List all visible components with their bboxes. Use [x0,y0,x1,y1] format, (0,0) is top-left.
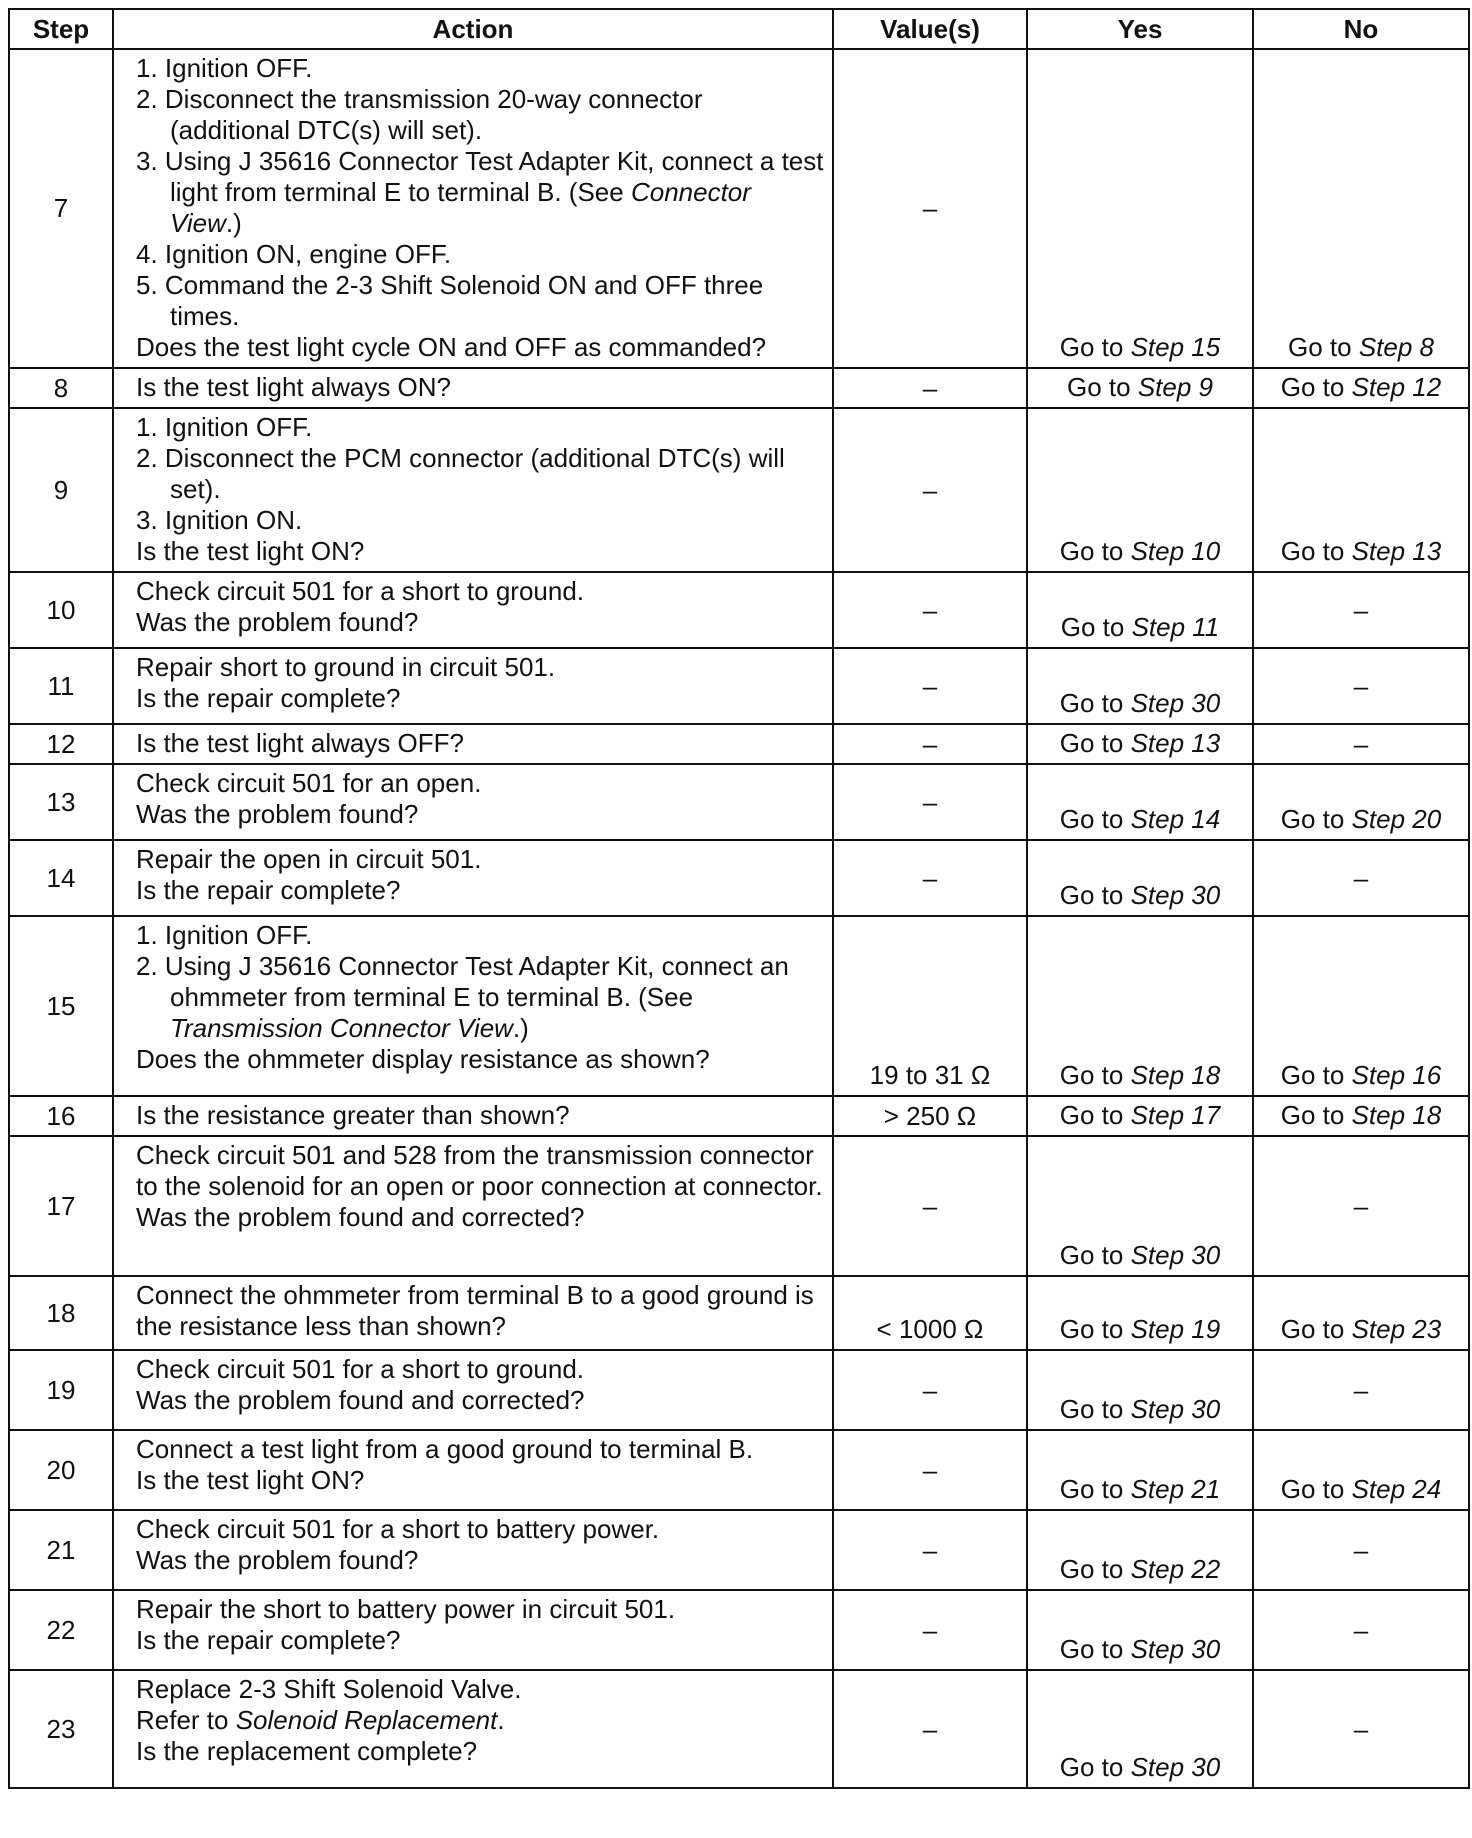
step-number: 10 [9,572,113,648]
value-cell: – [833,408,1027,572]
action-line [136,1674,824,1705]
yes-cell [1027,1096,1253,1136]
table-row [9,1096,1469,1136]
goto-text: Go to [1059,804,1131,834]
no-cell [1253,49,1469,368]
action-cell [113,408,833,572]
no-cell: – [1253,1350,1469,1430]
yes-cell [1027,1350,1253,1430]
action-text: Connect a test light from a good ground to terminal B. [136,1434,754,1464]
table-row [9,724,1469,764]
step-reference: Step 30 [1130,1240,1221,1270]
value-cell: – [833,368,1027,408]
value-cell: – [833,1670,1027,1788]
action-text: Is the resistance greater than shown? [136,1100,570,1130]
no-cell: – [1253,840,1469,916]
action-line [136,799,824,830]
goto-text: Go to [1280,804,1352,834]
value-cell: – [833,1136,1027,1276]
table-row [9,916,1469,1096]
action-cell [113,1276,833,1350]
step-reference: Step 13 [1130,728,1221,758]
yes-cell [1027,1590,1253,1670]
yes-cell [1027,1276,1253,1350]
step-reference: Step 22 [1130,1554,1221,1584]
action-cell [113,916,833,1096]
action-text: Replace 2-3 Shift Solenoid Valve. [136,1674,522,1704]
action-text: Repair short to ground in circuit 501. [136,652,556,682]
step-reference: Step 30 [1130,880,1221,910]
step-reference: Step 30 [1130,1394,1221,1424]
action-text: .) [512,1013,529,1043]
step-reference: Step 12 [1351,372,1442,402]
action-line [136,728,824,759]
goto-text: Go to [1059,536,1131,566]
step-reference: Step 8 [1358,332,1434,362]
action-line [136,1705,824,1736]
action-text: 3. Using J 35616 Connector Test Adapter Kit, connect a test light from terminal E to terminal B. (See [136,146,824,207]
yes-cell [1027,1670,1253,1788]
action-line [136,652,824,683]
action-line [136,1044,824,1075]
diagnostic-table [8,8,1470,1789]
step-reference: Step 30 [1130,688,1221,718]
action-line [136,576,824,607]
action-text: Is the repair complete? [136,1625,401,1655]
action-text: 3. Ignition ON. [136,505,303,535]
goto-text: Go to [1059,880,1131,910]
action-text: Check circuit 501 for a short to ground. [136,576,585,606]
table-row [9,1510,1469,1590]
no-cell: – [1253,1590,1469,1670]
action-reference-text: Transmission Connector View [170,1013,513,1043]
goto-text: Go to [1280,372,1352,402]
step-reference: Step 18 [1130,1060,1221,1090]
action-numbered-step [136,270,824,332]
table-row [9,49,1469,368]
action-text: Was the problem found? [136,607,419,637]
goto-text: Go to [1059,1752,1131,1782]
step-number: 8 [9,368,113,408]
action-text: Is the replacement complete? [136,1736,478,1766]
action-line [136,1434,824,1465]
value-cell: – [833,724,1027,764]
value-cell: – [833,49,1027,368]
action-text: Is the test light always OFF? [136,728,465,758]
action-text: .) [225,208,242,238]
step-reference: Step 17 [1130,1100,1221,1130]
action-text: Repair the open in circuit 501. [136,844,482,874]
step-reference: Step 30 [1130,1752,1221,1782]
goto-text: Go to [1280,1060,1352,1090]
table-row [9,648,1469,724]
goto-text: Go to [1059,332,1131,362]
no-cell: – [1253,1670,1469,1788]
action-line [136,1594,824,1625]
action-text: Is the repair complete? [136,683,401,713]
table-row [9,408,1469,572]
header-values: Value(s) [833,9,1027,49]
action-line [136,844,824,875]
action-text: 4. Ignition ON, engine OFF. [136,239,452,269]
step-reference: Step 19 [1130,1314,1221,1344]
no-cell: – [1253,572,1469,648]
action-line [136,1100,824,1131]
action-numbered-step [136,412,824,443]
no-cell: – [1253,1136,1469,1276]
action-text: Was the problem found and corrected? [136,1202,585,1232]
action-line [136,1736,824,1767]
yes-cell [1027,916,1253,1096]
no-cell [1253,764,1469,840]
goto-text: Go to [1059,1474,1131,1504]
action-reference-text: Solenoid Replacement [235,1705,498,1735]
step-number: 20 [9,1430,113,1510]
table-row [9,1276,1469,1350]
step-number: 21 [9,1510,113,1590]
action-cell [113,648,833,724]
step-number: 22 [9,1590,113,1670]
action-cell [113,1350,833,1430]
action-cell [113,1096,833,1136]
table-row [9,840,1469,916]
action-line [136,536,824,567]
action-text: Was the problem found and corrected? [136,1385,585,1415]
step-reference: Step 30 [1130,1634,1221,1664]
value-cell: – [833,1590,1027,1670]
step-reference: Step 13 [1351,536,1442,566]
action-text: 2. Disconnect the PCM connector (additional DTC(s) will set). [136,443,785,504]
action-line [136,332,824,363]
action-text: 2. Disconnect the transmission 20-way connector (additional DTC(s) will set). [136,84,703,145]
action-text: 5. Command the 2-3 Shift Solenoid ON and OFF three times. [136,270,764,331]
no-cell [1253,368,1469,408]
goto-text: Go to [1288,332,1359,362]
action-text: Does the ohmmeter display resistance as shown? [136,1044,710,1074]
table-row [9,1670,1469,1788]
action-line [136,1280,824,1342]
step-number: 14 [9,840,113,916]
no-cell [1253,1096,1469,1136]
goto-text: Go to [1059,688,1131,718]
step-reference: Step 20 [1351,804,1442,834]
action-line [136,1385,824,1416]
step-reference: Step 21 [1130,1474,1221,1504]
header-yes: Yes [1027,9,1253,49]
value-cell: – [833,1350,1027,1430]
yes-cell [1027,1136,1253,1276]
step-reference: Step 9 [1137,372,1213,402]
action-cell [113,368,833,408]
action-cell [113,1136,833,1276]
action-line [136,1465,824,1496]
goto-text: Go to [1067,372,1138,402]
table-row [9,1590,1469,1670]
no-cell [1253,408,1469,572]
goto-text: Go to [1280,536,1352,566]
no-cell [1253,1430,1469,1510]
action-cell [113,49,833,368]
step-number: 9 [9,408,113,572]
value-cell: – [833,1430,1027,1510]
action-text: Is the test light always ON? [136,372,452,402]
value-cell: – [833,572,1027,648]
goto-text: Go to [1280,1474,1352,1504]
header-no: No [1253,9,1469,49]
action-line [136,1625,824,1656]
goto-text: Go to [1060,612,1132,642]
goto-text: Go to [1059,1314,1131,1344]
value-cell: 19 to 31 Ω [833,916,1027,1096]
action-text: . [497,1705,505,1735]
table-row [9,368,1469,408]
action-cell [113,1430,833,1510]
action-numbered-step [136,920,824,951]
action-line [136,1514,824,1545]
action-text: Refer to [136,1705,236,1735]
header-step: Step [9,9,113,49]
table-body [9,49,1469,1788]
yes-cell [1027,1510,1253,1590]
action-line [136,1354,824,1385]
value-cell: – [833,764,1027,840]
action-numbered-step [136,951,824,1044]
action-cell [113,764,833,840]
action-line [136,768,824,799]
step-reference: Step 10 [1130,536,1221,566]
step-number: 19 [9,1350,113,1430]
action-line [136,875,824,906]
step-number: 11 [9,648,113,724]
goto-text: Go to [1280,1100,1352,1130]
action-numbered-step [136,239,824,270]
goto-text: Go to [1059,1634,1131,1664]
action-cell [113,1590,833,1670]
action-cell [113,840,833,916]
header-action: Action [113,9,833,49]
action-text: 1. Ignition OFF. [136,412,313,442]
step-number: 18 [9,1276,113,1350]
action-numbered-step [136,443,824,505]
goto-text: Go to [1280,1314,1352,1344]
action-cell [113,724,833,764]
table-row [9,1350,1469,1430]
no-cell: – [1253,724,1469,764]
no-cell [1253,916,1469,1096]
action-line [136,607,824,638]
goto-text: Go to [1059,728,1131,758]
action-cell [113,572,833,648]
action-numbered-step [136,84,824,146]
table-row [9,572,1469,648]
table-row [9,1136,1469,1276]
no-cell: – [1253,648,1469,724]
step-reference: Step 15 [1130,332,1221,362]
action-text: Check circuit 501 for an open. [136,768,482,798]
action-line [136,1202,824,1233]
action-text: Is the test light ON? [136,536,365,566]
value-cell: – [833,1510,1027,1590]
table-row [9,764,1469,840]
step-number: 16 [9,1096,113,1136]
yes-cell [1027,764,1253,840]
action-text: Check circuit 501 and 528 from the transmission connector to the solenoid for an open or poor connection at connector. [136,1140,823,1201]
yes-cell [1027,408,1253,572]
no-cell: – [1253,1510,1469,1590]
action-line [136,372,824,403]
action-text: Was the problem found? [136,1545,419,1575]
yes-cell [1027,840,1253,916]
yes-cell [1027,648,1253,724]
action-text: Does the test light cycle ON and OFF as commanded? [136,332,767,362]
diagnostic-table-page [8,8,1468,1789]
yes-cell [1027,49,1253,368]
yes-cell [1027,1430,1253,1510]
goto-text: Go to [1059,1554,1131,1584]
step-reference: Step 16 [1351,1060,1442,1090]
action-text: Is the repair complete? [136,875,401,905]
action-numbered-step [136,53,824,84]
step-number: 13 [9,764,113,840]
action-reference-text: Connector View [170,177,751,238]
value-cell: – [833,840,1027,916]
action-cell [113,1670,833,1788]
table-row [9,1430,1469,1510]
goto-text: Go to [1059,1060,1131,1090]
step-number: 15 [9,916,113,1096]
step-reference: Step 23 [1351,1314,1442,1344]
action-text: Connect the ohmmeter from terminal B to a good ground is the resistance less than shown? [136,1280,814,1341]
step-number: 23 [9,1670,113,1788]
step-reference: Step 24 [1351,1474,1442,1504]
action-cell [113,1510,833,1590]
action-line [136,1545,824,1576]
action-text: Check circuit 501 for a short to ground. [136,1354,585,1384]
step-number: 7 [9,49,113,368]
no-cell [1253,1276,1469,1350]
action-text: 1. Ignition OFF. [136,920,313,950]
step-reference: Step 11 [1131,612,1220,642]
action-line [136,1140,824,1202]
value-cell: < 1000 Ω [833,1276,1027,1350]
action-text: 2. Using J 35616 Connector Test Adapter Kit, connect an ohmmeter from terminal E to terminal B. (See [136,951,789,1012]
goto-text: Go to [1059,1100,1131,1130]
value-cell: > 250 Ω [833,1096,1027,1136]
yes-cell [1027,368,1253,408]
action-line [136,683,824,714]
yes-cell [1027,572,1253,648]
action-text: 1. Ignition OFF. [136,53,313,83]
action-numbered-step [136,146,824,239]
action-text: Repair the short to battery power in circuit 501. [136,1594,676,1624]
goto-text: Go to [1059,1394,1131,1424]
step-reference: Step 14 [1130,804,1221,834]
goto-text: Go to [1059,1240,1131,1270]
action-text: Check circuit 501 for a short to battery power. [136,1514,660,1544]
step-number: 12 [9,724,113,764]
table-header-row [9,9,1469,49]
action-numbered-step [136,505,824,536]
step-number: 17 [9,1136,113,1276]
action-text: Was the problem found? [136,799,419,829]
action-text: Is the test light ON? [136,1465,365,1495]
yes-cell [1027,724,1253,764]
value-cell: – [833,648,1027,724]
step-reference: Step 18 [1351,1100,1442,1130]
